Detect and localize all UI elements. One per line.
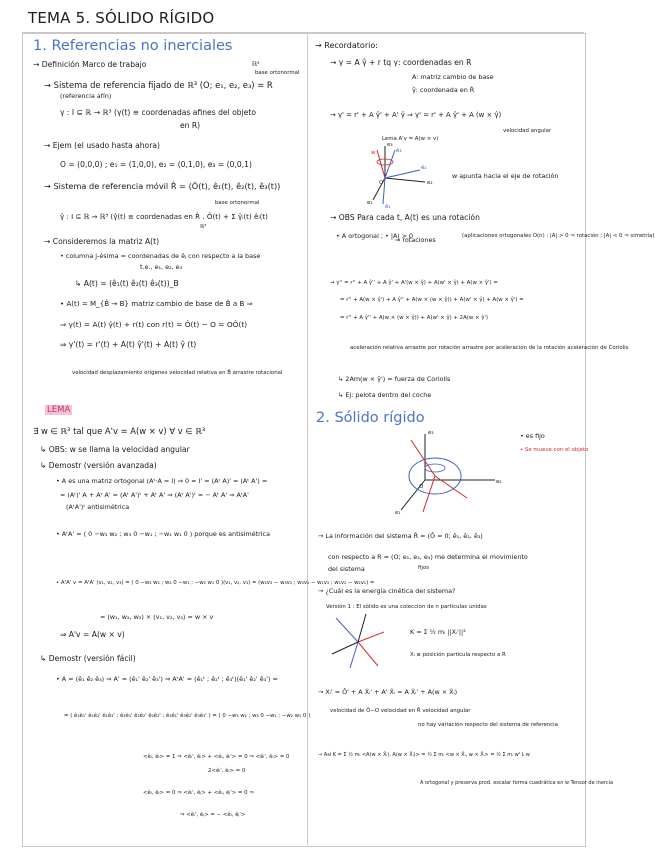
s2-line-0: → La información del sistema R̂ = (Ô = 0; ê₁, ê₂, ê₃) [318,532,483,540]
s1-line-12: ↳ A(t) = (ê₁(t) ê₂(t) ê₃(t))_B [75,279,179,288]
fig-label-e3: e₃ [387,142,393,148]
r-line-4: Lema A'v = A(w × v) [382,136,439,142]
particles-figure [328,612,388,670]
s1-line-13: • A(t) = M_{B̂ → B} matriz cambio de base de B̂ a B ⇒ [60,299,253,308]
r-line-11: → γ'' = r'' + A γ̂'' + A γ̂' + A'(w × γ̂) + A(w' × γ̂) + A(w × γ̂') = [330,280,498,286]
lema-line-3: • A es una matriz ortogonal (Aᵗ·A = I) ⇒ 0 = I' = (Aᵗ A)' = (Aᵗ A') = [56,477,268,485]
fig-label-e1-hat: ê₁ [385,204,391,210]
r-line-10: (aplicaciones ortogonales O(n) : |A| > 0 ⇒ rotación ; |A| < 0 ⇒ simetría) [462,233,655,239]
s1-line-9: → Consideremos la matriz A(t) [44,237,160,246]
s2-label-e2: e₂ [496,479,502,485]
s1-line-6: O = (0,0,0) ; e₁ = (1,0,0), e₂ = (0,1,0), e₃ = (0,0,1) [60,160,252,169]
lema-line-9: ⇒ A'v = A(w × v) [60,630,125,639]
s1-gloss-1: base ortonormal [255,70,300,76]
s2-line-9: velocidad de Ô−O velocidad en R̂ velocidad angular [330,708,471,714]
s1-line-7: → Sistema de referencia móvil R̂ = (Ô(t), ê₁(t), ê₂(t), ê₃(t)) [44,181,281,191]
s1-line-0: → Definición Marco de trabajo [33,60,147,69]
lema-line-13: <êᵢ, êᵢ> = 1 ⇒ <êᵢ', êᵢ> + <êᵢ, êᵢ'> = 0 ⇒ <êᵢ', êᵢ> = 0 [143,754,290,760]
s1-line-10: • columna j-ésima = coordenadas de êⱼ con respecto a la base [60,252,261,260]
lema-line-1: ↳ OBS: w se llama la velocidad angular [40,445,190,454]
s1-line-1: → Sistema de referencia fijado de ℝ³ (O; e₁, e₂, e₃) = R [44,80,273,90]
lema-line-8: = (w₁, w₂, w₃) × (v₁, v₂, v₃) = w × v [100,613,214,621]
lema-line-14: 2<êᵢ', êᵢ> = 0 [208,768,246,774]
lema-line-11: • A = (ê₁ ê₂ ê₃) ⇒ A' = (ê₁' ê₂' ê₃') ⇒ AᵗA' = (ê₁ᵗ ; ê₂ᵗ ; ê₃ᵗ)(ê₁' ê₂' ê₃') = [56,675,278,683]
lema-line-4: = (Aᵗ)' A + Aᵗ A' = (Aᵗ A')ᵗ + Aᵗ A' ⇒ (Aᵗ A')ᵗ = − Aᵗ A' ⇒ AᵗA' [60,491,249,499]
s1-line-14: ⇒ γ(t) = A(t) γ̂(t) + r(t) con r(t) = Ô(t) − O = OÔ(t) [60,320,248,329]
particle-ray-2 [358,632,384,642]
particle-ray-4 [358,642,378,666]
s2-line-10: no hay variación respecto del sistema de referencia [418,722,558,728]
lema-line-10: ↳ Demostr (versión fácil) [40,654,136,663]
s2-line-2: del sistema [328,565,365,573]
s2-line-8: → Xᵢ' = Ô' + A X̂ᵢ' + A' X̂ᵢ = A X̂ᵢ' + A(w × X̂ᵢ) [318,688,458,696]
s2-line-12: A ortogonal y preserva prod. escalar forma cuadrática en w Tensor de inercia [420,780,614,786]
s1-line-2: (referencia afín) [60,92,112,100]
lema-line-7: • AᵗA' v = AᵗA' (v₁, v₂, v₃) = ( 0 −w₃ w₂ ; w₃ 0 −w₁ ; −w₂ w₁ 0 )(v₁, v₂, v₃) = (w₂v₃ − w₃v₂ ; w₃v₁ − w₁v₃ ; w₁v₂ − w₂v₁) = [56,580,375,586]
fig-label-e2-hat: ê₂ [421,165,427,171]
r-line-2: γ̂: coordenada en R̂ [412,86,475,94]
r-line-3: → γ' = r' + A γ̂' + A' γ̂ ⇒ γ' = r' + A γ̂' + A (w × γ̂) [330,111,502,119]
s1-gloss-2: base ortonormal [215,200,260,206]
particle-ray-6 [358,614,366,642]
s1-gloss-3: ℝ³ [200,224,207,230]
particle-ray-1 [336,618,358,642]
lema-line-6: • AᵗA' = ( 0 −w₃ w₂ ; w₃ 0 −w₁ ; −w₂ w₁ 0 ) porque es antisimétrica [56,530,270,538]
s1-gloss-0: ℝ³ [252,60,260,68]
column-divider [307,33,308,845]
moving-axis-2 [435,476,467,498]
r-line-9: ⇒ rotaciones [395,236,436,244]
s2-line-11: → Así K = Σ ½ mᵢ <A(w × X̂ᵢ), A(w × X̂ᵢ)> = ½ Σ mᵢ <w × X̂ᵢ, w × X̂ᵢ> = ½ Σ mᵢ wᵗ Iᵢ w [318,752,530,758]
s1-line-15: ⇒ γ'(t) = r'(t) + A(t) γ̂'(t) + A(t) γ̂ (t) [60,340,197,349]
fig-label-e1: e₁ [367,200,373,206]
s2-label-e3: e₃ [428,430,434,436]
s2-line-5: Versión 1 : El sólido es una colección de n partículas unidas [326,604,487,610]
page-title: TEMA 5. SÓLIDO RÍGIDO [28,9,215,27]
r-line-13: = r'' + A γ̂'' + A(w × (w × γ̂)) + A(w' × γ̂) + 2A(w × γ̂') [340,315,489,321]
rigid-body-figure [395,428,505,518]
s2-line-1: con respecto a R = (O; e₁, e₂, e₃) me determina el movimiento [328,553,528,561]
fig-label-w: w [371,150,376,156]
r-line-7: → OBS Para cada t, A(t) es una rotación [330,213,480,222]
s2-line-7: Xᵢ ≡ posición partícula respecto a R [410,652,506,658]
s1-line-8: γ̂ : I ⊆ ℝ → ℝ³ (γ̂(t) ≡ coordenadas en R̂ . Ô(t) + Σ γ̂ᵢ(t) êᵢ(t) [60,212,268,221]
s2-line-6: K = Σ ½ mᵢ ||Xᵢ'||² [410,628,466,636]
lema-line-0: ∃ w ∈ ℝ³ tal que A'v = A(w × v) ∀ v ∈ ℝ³ [33,426,206,436]
lema-line-16: ⇒ <êᵢ', êⱼ> = − <êᵢ, êⱼ'> [180,812,246,818]
legend-moving: • Se mueve con el objeto [520,447,589,453]
s2-label-origin: O [419,484,424,490]
section2-heading: 2. Sólido rígido [316,410,425,426]
rotation-axes-figure [365,140,455,210]
legend-fixed: • es fijo [520,432,545,440]
s2-line-4: → ¿Cuál es la energía cinética del sistema? [318,587,456,595]
axis-e2 [385,178,425,182]
s1-line-3: γ : I ⊆ ℝ → ℝ³ (γ(t) ≡ coordenadas afines del objeto [60,108,256,117]
lema-line-15: <êᵢ, êⱼ> = 0 ⇒ <êᵢ', êⱼ> + <êᵢ, êⱼ'> = 0 ⇒ [143,790,254,796]
fig-label-e2: e₂ [427,180,433,186]
lema-label: LEMA [47,405,71,415]
r-line-5: velocidad angular [503,128,552,134]
s2-line-3: fijos [418,565,429,571]
s1-line-11: t.e., e₁, e₂, e₃ [140,263,183,271]
r-line-1: A: matriz cambio de base [412,73,494,81]
s1-line-16: velocidad desplazamiento orígenes velocidad relativa en B̂ arrastre rotacional [72,370,283,376]
r-line-15: ↳ 2Am(w × γ̂') = fuerza de Coriolis [338,375,451,383]
fig-label-e3-hat: ê₃ [396,148,402,154]
r-line-8: • A ortogonal ; • |A| > 0 [336,232,414,240]
s1-line-5: → Ejem (el usado hasta ahora) [44,141,160,150]
section1-heading: 1. Referencias no inerciales [33,38,233,54]
lema-line-12: = ( ê₁ê₁' ê₁ê₂' ê₁ê₃' ; ê₂ê₁' ê₂ê₂' ê₂ê₃' ; ê₃ê₁' ê₃ê₂' ê₃ê₃' ) = ( 0 −w₃ w₂ ; w₃ 0 −w₁ ; −w₂ w₁ 0 ) [64,713,311,719]
r-line-16: ↳ Ej: pelota dentro del coche [338,391,432,399]
lema-line-5: (AᵗA')ᵗ antisimétrica [66,503,130,511]
particle-ray-5 [350,642,358,668]
r-line-14: aceleración relativa arrastre por rotación arrastre por aceleración de la rotación aceleración de Coriolis [350,345,629,351]
fig-label-origin: O [379,180,383,186]
r-line-12: = r'' + A(w × γ̂') + A γ̂'' + A(w × (w × γ̂)) + A(w' × γ̂) + A(w × γ̂') = [340,297,524,303]
s2-label-e1: e₁ [395,510,401,516]
r-line-6: w apunta hacia el eje de rotación [452,172,559,180]
r-line-0: → γ = A γ̂ + r tq γ: coordenadas en R [330,58,472,67]
particle-ray-3 [332,642,358,654]
s1-line-4: en R) [180,121,201,130]
title-bar [22,3,584,33]
axis-e2-hat [385,170,420,178]
lema-line-2: ↳ Demostr (versión avanzada) [40,461,157,470]
recordatorio-label: → Recordatorio: [315,41,378,50]
